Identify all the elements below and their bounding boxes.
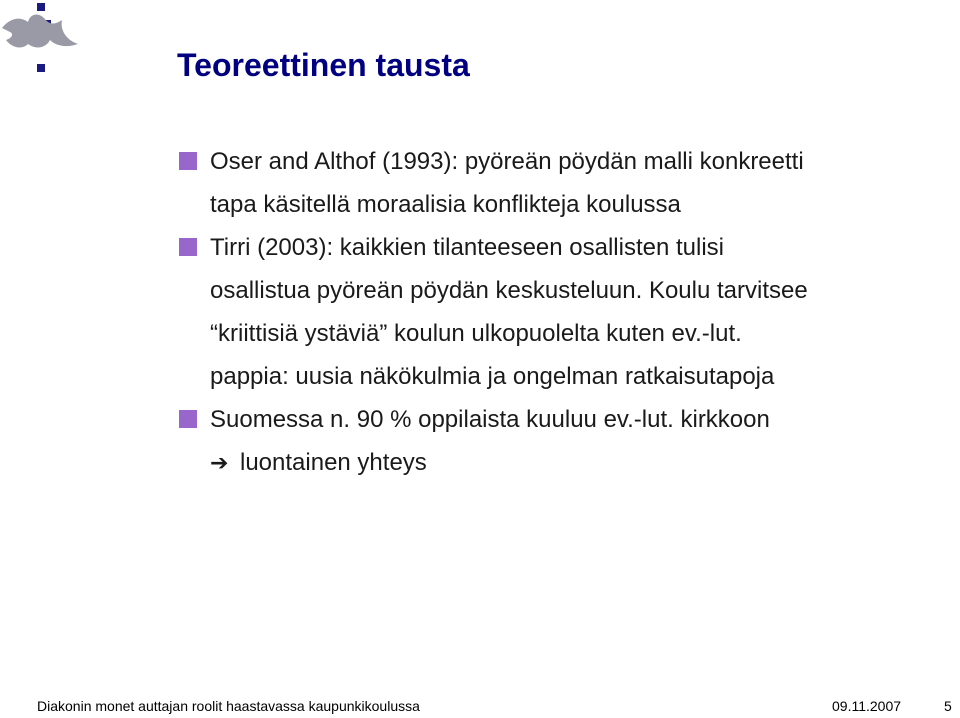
bullet-text-line: osallistua pyöreän pöydän keskusteluun. Koulu tarvitsee <box>210 277 808 304</box>
bullet-item <box>178 398 938 485</box>
page-number: 5 <box>944 698 952 714</box>
bullet-text-line: pappia: uusia näkökulmia ja ongelman ratkaisutapoja <box>210 363 775 390</box>
arrow-text: luontainen yhteys <box>240 449 427 476</box>
square-bullet-icon <box>179 152 197 170</box>
bullet-text-line: “kriittisiä ystäviä” koulun ulkopuolelta kuten ev.-lut. <box>210 320 742 347</box>
right-arrow-icon: ➔ <box>210 451 229 476</box>
slide-footer <box>0 696 960 716</box>
bullet-item <box>178 226 938 398</box>
footer-date: 09.11.2007 <box>832 698 902 714</box>
square-bullet-icon <box>179 410 197 428</box>
slide-title: Teoreettinen tausta <box>177 47 470 83</box>
bullet-text-line: Tirri (2003): kaikkien tilanteeseen osallisten tulisi <box>210 234 725 261</box>
bullet-text-line: Suomessa n. 90 % oppilaista kuuluu ev.-lut. kirkkoon <box>210 406 770 433</box>
bullet-item <box>178 140 938 226</box>
logo-flame <box>2 15 78 48</box>
bullet-text-line: Oser and Althof (1993): pyöreän pöydän malli konkreetti <box>210 148 804 175</box>
bullet-text-line: tapa käsitellä moraalisia konflikteja koulussa <box>210 191 681 218</box>
footer-title: Diakonin monet auttajan roolit haastavassa kaupunkikoulussa <box>37 698 420 714</box>
university-logo-icon <box>0 0 86 78</box>
arrow-sub-line <box>210 441 938 485</box>
square-bullet-icon <box>179 238 197 256</box>
bullet-list <box>178 140 938 485</box>
